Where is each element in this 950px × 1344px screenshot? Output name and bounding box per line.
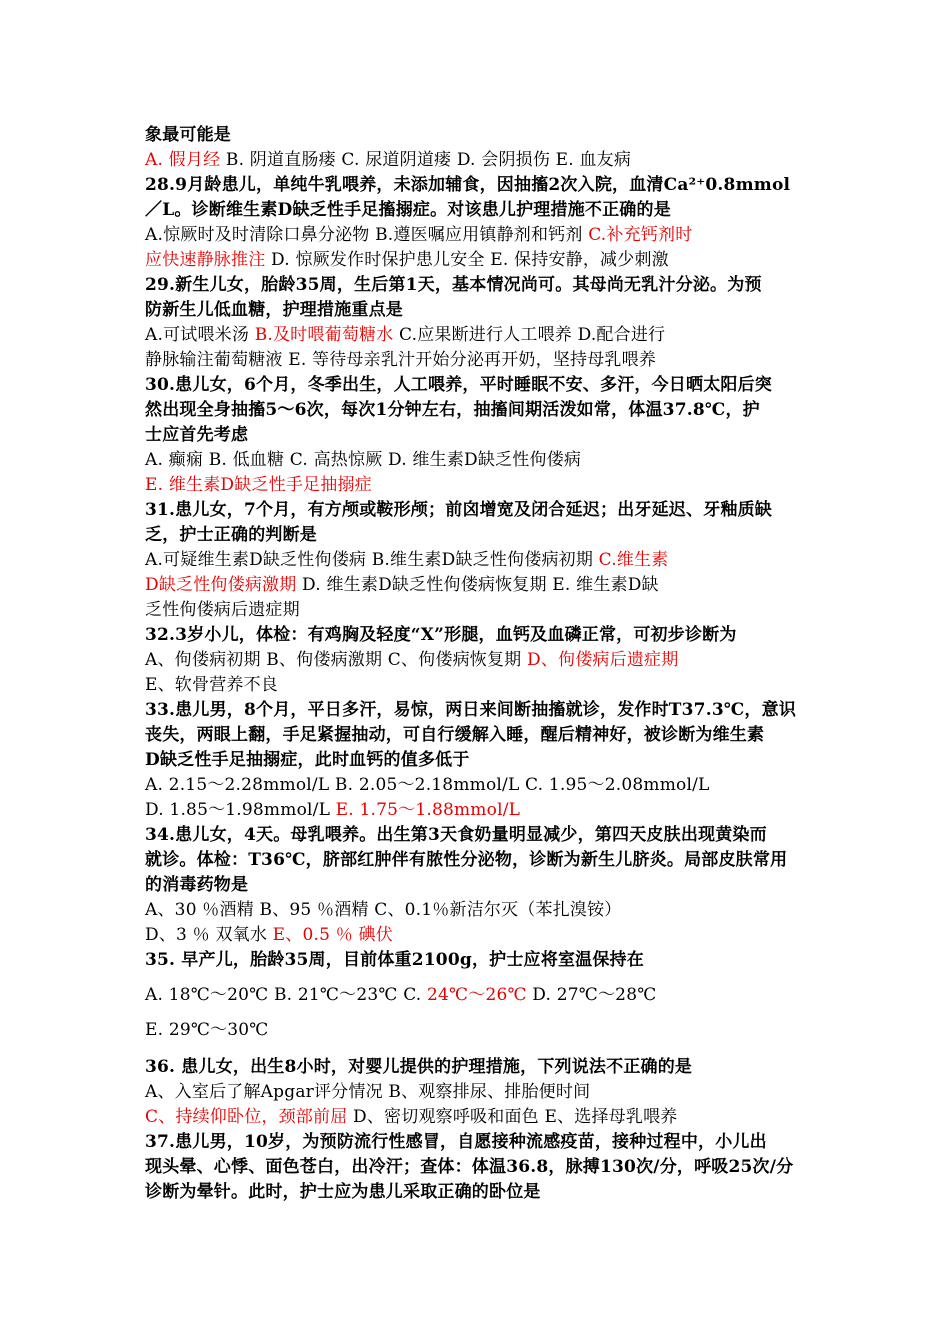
text-line — [145, 923, 810, 948]
answer-highlight: E. 1.75～1.88mmol/L — [335, 800, 521, 820]
question-text: 象最可能是 — [145, 125, 231, 145]
answer-highlight: C.补充钙剂时 — [588, 225, 693, 245]
text-line — [145, 723, 810, 748]
option-text: D. 27℃～28℃ — [526, 985, 657, 1005]
text-line — [145, 473, 810, 498]
answer-highlight: 应快速静脉推注 — [145, 250, 266, 270]
text-line — [145, 698, 810, 723]
text-line — [145, 398, 810, 423]
question-text: ／L。诊断维生素D缺乏性手足搐搦症。对该患儿护理措施不正确的是 — [145, 200, 671, 220]
text-line — [145, 1180, 810, 1205]
text-line — [145, 873, 810, 898]
option-text: A.惊厥时及时清除口鼻分泌物 B.遵医嘱应用镇静剂和钙剂 — [145, 225, 589, 245]
text-line — [145, 798, 810, 823]
option-text: 静脉输注葡萄糖液 E. 等待母亲乳汁开始分泌再开奶，坚持母乳喂养 — [145, 350, 657, 370]
option-text: D、密切观察呼吸和面色 E、选择母乳喂养 — [347, 1107, 678, 1127]
text-line — [145, 173, 810, 198]
question-text: 就诊。体检：T36℃，脐部红肿伴有脓性分泌物，诊断为新生儿脐炎。局部皮肤常用 — [145, 850, 788, 870]
answer-highlight: 24℃～26℃ — [427, 985, 527, 1005]
answer-highlight: D、佝偻病后遗症期 — [527, 650, 679, 670]
text-line — [145, 848, 810, 873]
option-text: E. 29℃～30℃ — [145, 1020, 269, 1040]
question-text: 的消毒药物是 — [145, 875, 249, 895]
question-text: 34.患儿女，4天。母乳喂养。出生第3天食奶量明显减少，第四天皮肤出现黄染而 — [145, 825, 767, 845]
text-line — [145, 748, 810, 773]
text-line — [145, 983, 810, 1008]
text-line — [145, 773, 810, 798]
option-text: A. 癫痫 B. 低血糖 C. 高热惊厥 D. 维生素D缺乏性佝偻病 — [145, 450, 582, 470]
answer-highlight: E、0.5 ％ 碘伏 — [272, 925, 393, 945]
option-text: E、软骨营养不良 — [145, 675, 279, 695]
text-line — [145, 348, 810, 373]
option-text: D、3 ％ 双氧水 — [145, 925, 273, 945]
text-line — [145, 1130, 810, 1155]
text-line — [145, 573, 810, 598]
text-line — [145, 823, 810, 848]
answer-highlight: E. 维生素D缺乏性手足抽搦症 — [145, 475, 372, 495]
text-line — [145, 123, 810, 148]
question-text: 36. 患儿女，出生8小时，对婴儿提供的护理措施，下列说法不正确的是 — [145, 1057, 693, 1077]
question-text: 31.患儿女，7个月，有方颅或鞍形颅；前囟增宽及闭合延迟；出牙延迟、牙釉质缺 — [145, 500, 773, 520]
option-text: 乏性佝偻病后遗症期 — [145, 600, 300, 620]
text-line — [145, 1155, 810, 1180]
question-text: D缺乏性手足抽搦症，此时血钙的值多低于 — [145, 750, 470, 770]
text-line — [145, 1080, 810, 1105]
option-text: A. 2.15～2.28mmol/L B. 2.05～2.18mmol/L C. 1.95～2.08mmol/L — [145, 775, 710, 795]
question-text: 28.9月龄患儿，单纯牛乳喂养，未添加辅食，因抽搐2次入院，血清Ca²⁺0.8mmol — [145, 175, 791, 195]
question-text: 33.患儿男，8个月，平日多汗，易惊，两日来间断抽搐就诊，发作时T37.3℃，意识 — [145, 700, 797, 720]
text-line — [145, 248, 810, 273]
text-line — [145, 898, 810, 923]
text-line — [145, 548, 810, 573]
option-text: A、入室后了解Apgar评分情况 B、观察排尿、排胎便时间 — [145, 1082, 591, 1102]
answer-highlight: B.及时喂葡萄糖水 — [254, 325, 394, 345]
question-text: 29.新生儿女，胎龄35周，生后第1天，基本情况尚可。其母尚无乳汁分泌。为预 — [145, 275, 762, 295]
option-text: A.可疑维生素D缺乏性佝偻病 B.维生素D缺乏性佝偻病初期 — [145, 550, 599, 570]
question-text: 35. 早产儿，胎龄35周，目前体重2100g，护士应将室温保持在 — [145, 950, 644, 970]
option-text: D. 1.85～1.98mmol/L — [145, 800, 336, 820]
option-text: D. 维生素D缺乏性佝偻病恢复期 E. 维生素D缺 — [296, 575, 659, 595]
text-line — [145, 423, 810, 448]
text-line — [145, 498, 810, 523]
question-text: 士应首先考虑 — [145, 425, 249, 445]
text-line — [145, 323, 810, 348]
question-text: 现头晕、心悸、面色苍白，出冷汗；查体：体温36.8，脉搏130次/分，呼吸25次/分 — [145, 1157, 794, 1177]
text-line — [145, 948, 810, 973]
question-text: 乏，护士正确的判断是 — [145, 525, 317, 545]
answer-highlight: A. 假月经 — [145, 150, 221, 170]
text-line — [145, 623, 810, 648]
question-text: 37.患儿男，10岁，为预防流行性感冒，自愿接种流感疫苗，接种过程中，小儿出 — [145, 1132, 767, 1152]
option-text: A、30 ％酒精 B、95 ％酒精 C、0.1％新洁尔灭（苯扎溴铵） — [145, 900, 622, 920]
text-line — [145, 198, 810, 223]
question-text: 32.3岁小儿，体检：有鸡胸及轻度“X”形腿，血钙及血磷正常，可初步诊断为 — [145, 625, 737, 645]
text-line — [145, 523, 810, 548]
question-text: 30.患儿女，6个月，冬季出生，人工喂养，平时睡眠不安、多汗，今日晒太阳后突 — [145, 375, 773, 395]
option-text: A、佝偻病初期 B、佝偻病激期 C、佝偻病恢复期 — [145, 650, 527, 670]
text-line — [145, 448, 810, 473]
text-line — [145, 223, 810, 248]
question-text: 然出现全身抽搐5～6次，每次1分钟左右，抽搐间期活泼如常，体温37.8℃，护 — [145, 400, 760, 420]
question-text: 诊断为晕针。此时，护士应为患儿采取正确的卧位是 — [145, 1182, 541, 1202]
option-text: D. 惊厥发作时保护患儿安全 E. 保持安静，减少刺激 — [265, 250, 669, 270]
text-line — [145, 148, 810, 173]
text-line — [145, 673, 810, 698]
text-line — [145, 648, 810, 673]
answer-highlight: C.维生素 — [598, 550, 669, 570]
option-text: C.应果断进行人工喂养 D.配合进行 — [393, 325, 666, 345]
text-line — [145, 1105, 810, 1130]
text-line — [145, 1055, 810, 1080]
answer-highlight: D缺乏性佝偻病激期 — [145, 575, 297, 595]
option-text: A.可试喂米汤 — [145, 325, 255, 345]
text-line — [145, 373, 810, 398]
question-text: 丧失，两眼上翻，手足紧握抽动，可自行缓解入睡，醒后精神好，被诊断为维生素 — [145, 725, 765, 745]
text-line — [145, 598, 810, 623]
option-text: B. 阴道直肠瘘 C. 尿道阴道瘘 D. 会阴损伤 E. 血友病 — [220, 150, 632, 170]
text-line — [145, 1018, 810, 1043]
option-text: A. 18℃～20℃ B. 21℃～23℃ C. — [145, 985, 427, 1005]
text-line — [145, 273, 810, 298]
text-line — [145, 298, 810, 323]
question-text: 防新生儿低血糖，护理措施重点是 — [145, 300, 403, 320]
answer-highlight: C、持续仰卧位，颈部前屈 — [145, 1107, 348, 1127]
